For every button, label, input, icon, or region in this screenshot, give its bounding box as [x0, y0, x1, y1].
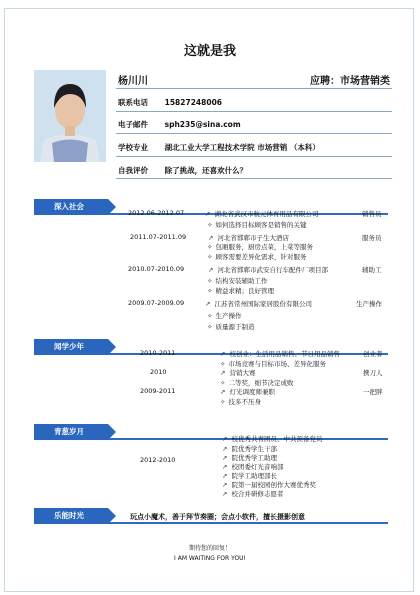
divider	[116, 133, 392, 134]
divider	[116, 178, 392, 179]
student-item: ↗ 校创业：生活用品销售、节日用品销售	[220, 349, 340, 358]
section-student-tab: 闻学少年	[34, 339, 108, 355]
student-item: ✧ 技多不压身	[220, 397, 261, 406]
campus-item: ↗ 校团委灯光音响部	[222, 462, 283, 471]
school-row	[118, 142, 388, 153]
divider	[116, 156, 392, 157]
footer-line-en: I AM WAITING FOR YOU!	[174, 555, 246, 562]
student-item: ✧ 市场竞赛与目标市场、差异化服务	[220, 359, 326, 368]
student-date: 2010-2011	[140, 349, 176, 357]
student-item: ↗ 营销大赛	[220, 368, 255, 377]
email-row	[118, 119, 388, 130]
student-role: 携刀人	[363, 369, 383, 377]
student-role: 创业者	[363, 350, 383, 358]
society-role: 销售员	[362, 210, 382, 218]
campus-item: ↗ 院第一届校园创作大赛优秀奖	[222, 480, 316, 489]
society-item: ✧ 生产操作	[207, 311, 241, 320]
campus-item: ↗ 院优秀学生干部	[222, 444, 277, 453]
section-hobby-tab: 乐能时光	[34, 508, 108, 524]
hobby-text: 玩点小魔术，善于拜节奏圈；会点小软件，擅长摄影创意	[130, 513, 305, 521]
eval-value: 除了挑战，还喜欢什么？	[164, 166, 248, 175]
email-value: sph235@sina.com	[164, 120, 241, 129]
student-item: ↗ 灯光调度师兼职	[220, 387, 275, 396]
society-item: ✧ 顾客需要差异化需求，针对服务	[207, 252, 306, 261]
campus-item: ↗ 校合并研修志愿者	[222, 489, 283, 498]
society-org: ↗ 江苏省常州国际家居股份有限公司	[205, 299, 312, 308]
student-item: ✧ 二等奖，细节决定成败	[220, 378, 293, 387]
apply-position: 应聘：市场营销类	[310, 76, 390, 87]
eval-label: 自我评价	[118, 166, 148, 175]
society-role: 服务员	[362, 234, 382, 242]
phone-row	[118, 97, 388, 108]
email-label: 电子邮件	[118, 120, 148, 129]
school-label: 学校专业	[118, 143, 148, 152]
name-line	[118, 72, 390, 87]
society-item: ✧ 如何选择目标顾客是销售的关键	[207, 220, 306, 229]
society-date: 2012.06-2012.07	[128, 209, 185, 217]
divider	[116, 88, 392, 89]
eval-row	[118, 165, 388, 176]
divider	[116, 111, 392, 112]
portrait-photo	[34, 70, 106, 162]
campus-item: ↗ 校优秀共青团员、中共预备党员	[222, 434, 322, 443]
society-org: ↗ 湖北省武汉市航元体育用品有限公司	[205, 209, 318, 218]
society-item: ✧ 包厢服务，厨房点菜，上菜等服务	[207, 242, 313, 251]
society-date: 2009.07-2009.09	[128, 299, 185, 307]
school-value: 湖北工业大学工程技术学院 市场营销 （本科）	[164, 143, 320, 152]
society-role: 生产操作	[356, 300, 382, 308]
candidate-name: 杨川川	[118, 76, 148, 87]
society-org: ↗ 河北省邯郸市武安自行车配件厂项目部	[208, 265, 328, 274]
phone-value: 15827248006	[164, 98, 223, 107]
student-date: 2009-2011	[140, 387, 176, 395]
page-title: 这就是我	[183, 44, 236, 59]
section-campus-tab: 青葱岁月	[34, 424, 108, 440]
phone-label: 联系电话	[118, 98, 148, 107]
society-item: ✧ 精益求精；良好管理	[207, 286, 274, 295]
campus-item: ↗ 院学工助理部长	[222, 471, 277, 480]
society-org: ↗ 河北省邯郸市子生大酒店	[208, 233, 289, 242]
society-role: 辅助工	[362, 266, 382, 274]
society-date: 2011.07-2011.09	[130, 233, 187, 241]
student-date: 2010	[150, 368, 167, 376]
society-item: ✧ 质量源于制造	[207, 322, 254, 331]
society-date: 2010.07-2010.09	[128, 265, 185, 273]
section-society-tab: 深入社会	[34, 199, 108, 215]
campus-date: 2012-2010	[140, 456, 176, 464]
society-item: ✧ 结构安装辅助工作	[207, 276, 267, 285]
campus-item: ↗ 院优秀学工助理	[222, 453, 277, 462]
student-role: 一把胖	[363, 388, 383, 396]
footer-line-cn: 期待您的回复！	[188, 545, 231, 552]
